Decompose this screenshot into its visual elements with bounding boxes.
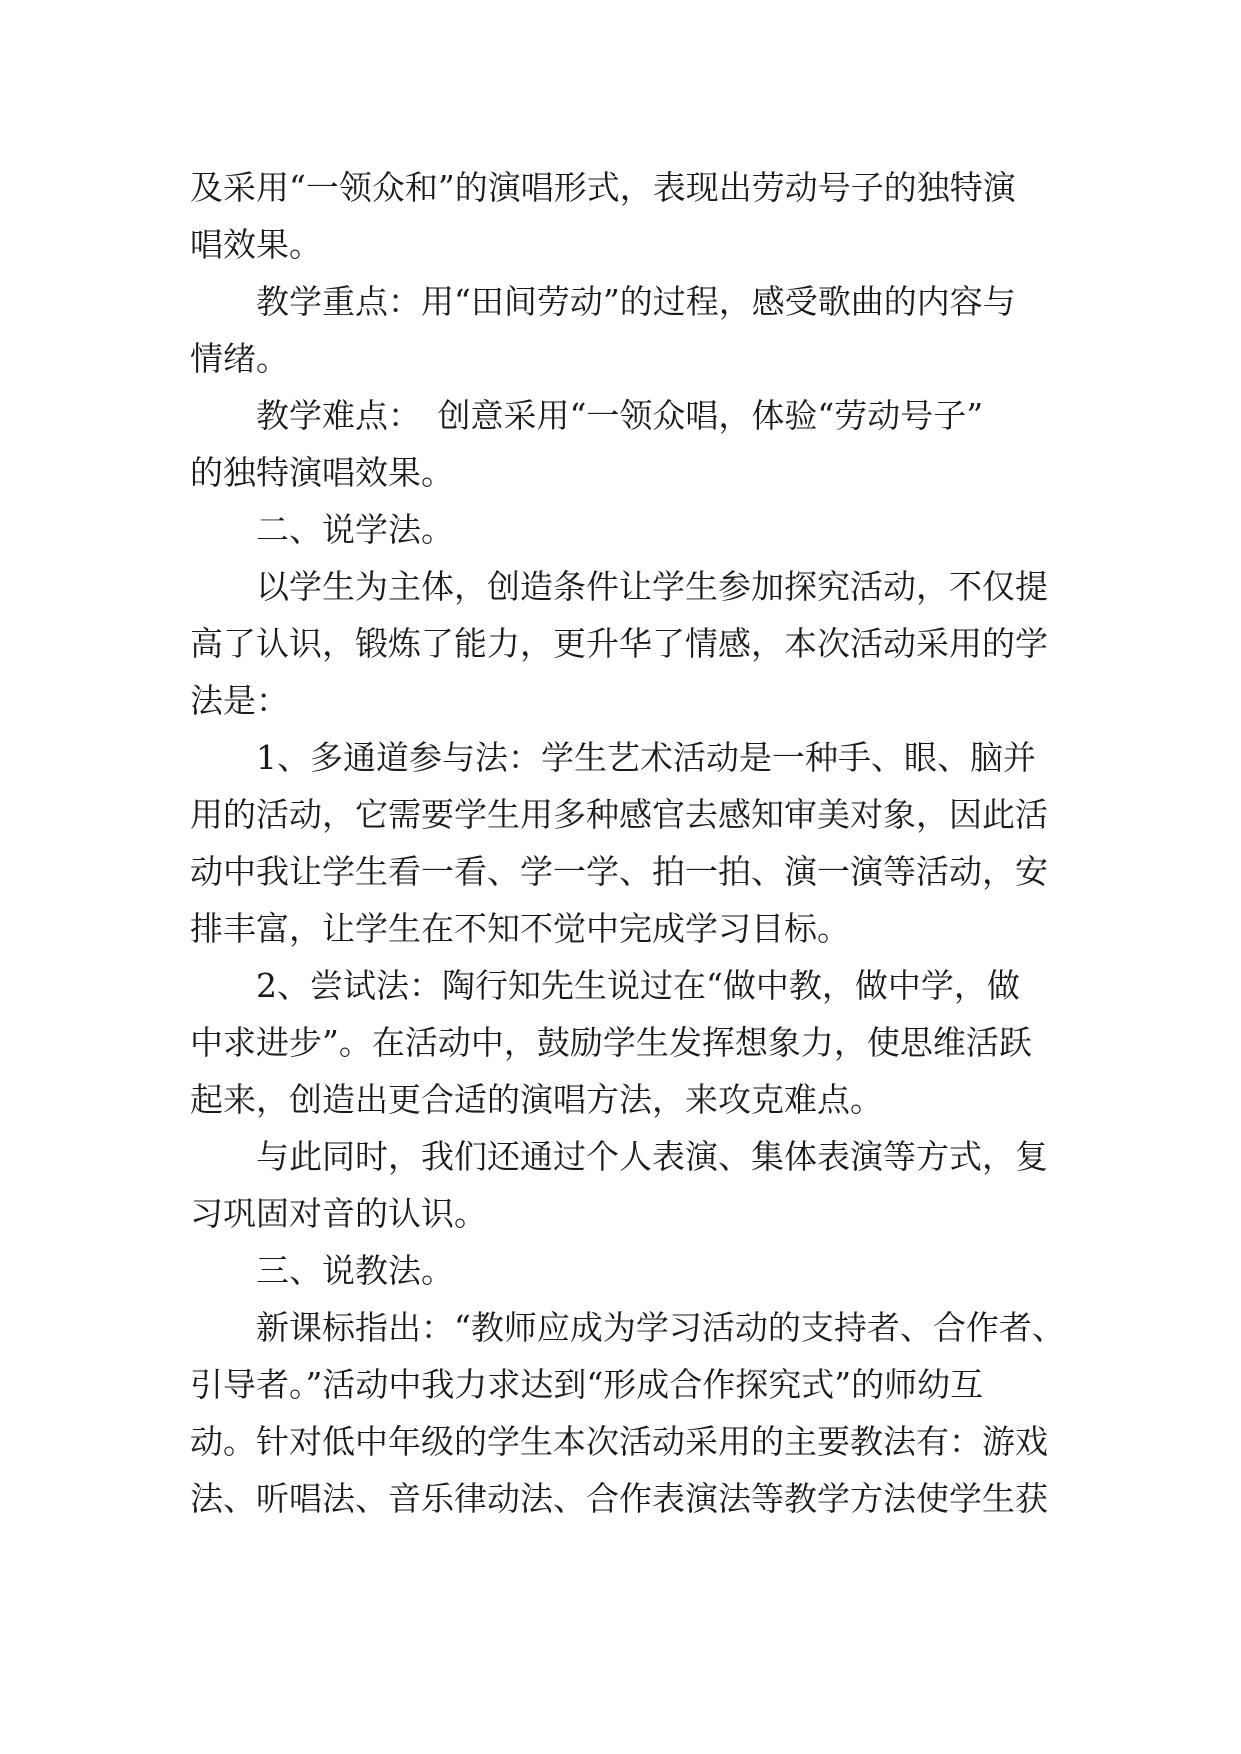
text-line: 习巩固对音的认识。 — [190, 1194, 487, 1233]
text-line: 动。针对低中年级的学生本次活动采用的主要教法有：游戏 — [190, 1422, 1048, 1461]
text-line: 引导者。”活动中我力求达到“形成合作探究式”的师幼互 — [190, 1365, 984, 1404]
text-line: 的独特演唱效果。 — [190, 453, 454, 492]
text-line: 高了认识，锻炼了能力，更升华了情感，本次活动采用的学 — [190, 624, 1048, 663]
paragraph-line: 2、尝试法：陶行知先生说过在“做中教，做中学，做 — [256, 966, 1020, 1005]
paragraph-line: 教学重点：用“田间劳动”的过程，感受歌曲的内容与 — [256, 282, 1016, 321]
paragraph-line: 新课标指出：“教师应成为学习活动的支持者、合作者、 — [256, 1308, 1065, 1347]
text-line: 排丰富，让学生在不知不觉中完成学习目标。 — [190, 909, 850, 948]
section-heading: 二、说学法。 — [256, 510, 454, 549]
text-line: 用的活动，它需要学生用多种感官去感知审美对象，因此活 — [190, 795, 1048, 834]
text-line: 情绪。 — [190, 339, 289, 378]
text-line: 动中我让学生看一看、学一学、拍一拍、演一演等活动，安 — [190, 852, 1048, 891]
text-line: 法是： — [190, 681, 289, 720]
paragraph-line: 与此同时，我们还通过个人表演、集体表演等方式，复 — [256, 1137, 1048, 1176]
paragraph-line: 教学难点： 创意采用“一领众唱，体验“劳动号子” — [256, 396, 984, 435]
text-line: 法、听唱法、音乐律动法、合作表演法等教学方法使学生获 — [190, 1479, 1048, 1518]
paragraph-line: 以学生为主体，创造条件让学生参加探究活动，不仅提 — [256, 567, 1048, 606]
text-line: 及采用“一领众和”的演唱形式，表现出劳动号子的独特演 — [190, 168, 1016, 207]
text-line: 中求进步”。在活动中，鼓励学生发挥想象力，使思维活跃 — [190, 1023, 1032, 1062]
text-line: 唱效果。 — [190, 225, 322, 264]
paragraph-line: 1、多通道参与法：学生艺术活动是一种手、眼、脑并 — [256, 738, 1036, 777]
text-line: 起来，创造出更合适的演唱方法，来攻克难点。 — [190, 1080, 883, 1119]
section-heading: 三、说教法。 — [256, 1251, 454, 1290]
